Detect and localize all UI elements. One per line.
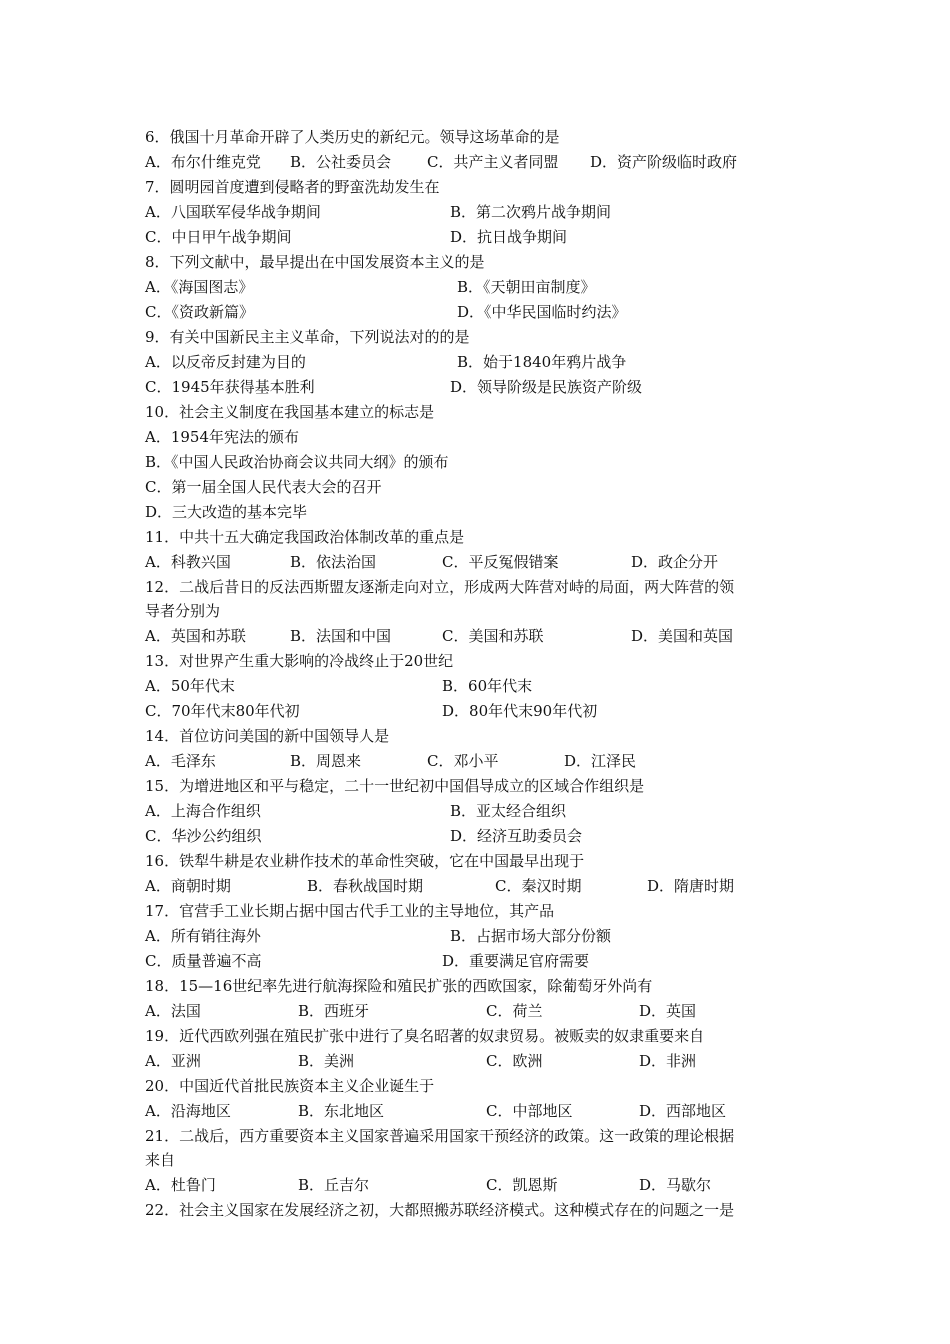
option-d: D．《中华民国临时约法》 — [457, 303, 627, 321]
option-a: A．《海国图志》 — [145, 278, 254, 296]
option-c: C．中部地区 — [486, 1102, 573, 1120]
option-b: B．春秋战国时期 — [307, 877, 424, 895]
option-a: A．毛泽东 — [145, 752, 216, 770]
question-10-stem: 10．社会主义制度在我国基本建立的标志是 — [145, 403, 435, 421]
question-17-stem: 17．官营手工业长期占据中国古代手工业的主导地位，其产品 — [145, 902, 555, 920]
option-a: A．八国联军侵华战争期间 — [145, 203, 321, 221]
question-21-stem: 21．二战后，西方重要资本主义国家普遍采用国家干预经济的政策。这一政策的理论根据 — [145, 1127, 735, 1145]
question-14-stem: 14．首位访问美国的新中国领导人是 — [145, 727, 390, 745]
option-a: A．杜鲁门 — [145, 1176, 216, 1194]
option-d: D．西部地区 — [639, 1102, 727, 1120]
option-b: B．周恩来 — [290, 752, 362, 770]
question-18-stem: 18．15—16世纪率先进行航海探险和殖民扩张的西欧国家，除葡萄牙外尚有 — [145, 977, 653, 995]
option-a: A．所有销往海外 — [145, 927, 261, 945]
option-b: B．公社委员会 — [290, 153, 392, 171]
option-a: A．布尔什维克党 — [145, 153, 261, 171]
option-d: D．资产阶级临时政府 — [590, 153, 738, 171]
option-a: A．沿海地区 — [145, 1102, 231, 1120]
option-b: B．依法治国 — [290, 553, 377, 571]
option-c: C．美国和苏联 — [442, 627, 544, 645]
option-b: B．法国和中国 — [290, 627, 392, 645]
question-22-stem: 22．社会主义国家在发展经济之初，大都照搬苏联经济模式。这种模式存在的问题之一是 — [145, 1201, 735, 1219]
option-c: C．《资政新篇》 — [145, 303, 254, 321]
question-16-stem: 16．铁犁牛耕是农业耕作技术的革命性突破，它在中国最早出现于 — [145, 852, 585, 870]
option-c: C．邓小平 — [427, 752, 499, 770]
option-d: D．领导阶级是民族资产阶级 — [450, 378, 643, 396]
option-b: B．《中国人民政治协商会议共同大纲》的颁布 — [145, 453, 449, 471]
option-a: A．法国 — [145, 1002, 201, 1020]
question-6-stem: 6．俄国十月革命开辟了人类历史的新纪元。领导这场革命的是 — [145, 128, 560, 146]
option-b: B．60年代末 — [442, 677, 533, 695]
question-13-stem: 13．对世界产生重大影响的冷战终止于20世纪 — [145, 652, 454, 670]
option-a: A．商朝时期 — [145, 877, 231, 895]
option-d: D．经济互助委员会 — [450, 827, 583, 845]
option-b: B．《天朝田亩制度》 — [457, 278, 596, 296]
option-b: B．东北地区 — [298, 1102, 385, 1120]
option-a: A．以反帝反封建为目的 — [145, 353, 306, 371]
question-12-stem-cont: 导者分别为 — [145, 602, 221, 620]
option-c: C．中日甲午战争期间 — [145, 228, 292, 246]
option-c: C．共产主义者同盟 — [427, 153, 559, 171]
option-d: D．美国和英国 — [631, 627, 734, 645]
option-d: D．80年代末90年代初 — [442, 702, 598, 720]
option-c: C．荷兰 — [486, 1002, 543, 1020]
option-a: A．科教兴国 — [145, 553, 231, 571]
option-a: A．亚洲 — [145, 1052, 201, 1070]
option-b: B．亚太经合组织 — [450, 802, 567, 820]
question-8-stem: 8．下列文献中，最早提出在中国发展资本主义的是 — [145, 253, 485, 271]
option-c: C．平反冤假错案 — [442, 553, 559, 571]
question-9-stem: 9．有关中国新民主主义革命，下列说法对的的是 — [145, 328, 470, 346]
option-c: C．凯恩斯 — [486, 1176, 558, 1194]
option-b: B．美洲 — [298, 1052, 355, 1070]
question-12-stem: 12．二战后昔日的反法西斯盟友逐渐走向对立，形成两大阵营对峙的局面，两大阵营的领 — [145, 578, 735, 596]
option-b: B．第二次鸦片战争期间 — [450, 203, 612, 221]
option-c: C．华沙公约组织 — [145, 827, 262, 845]
option-d: D．重要满足官府需要 — [442, 952, 590, 970]
option-b: B．始于1840年鸦片战争 — [457, 353, 627, 371]
option-d: D．抗日战争期间 — [450, 228, 568, 246]
question-20-stem: 20．中国近代首批民族资本主义企业诞生于 — [145, 1077, 435, 1095]
question-21-stem-cont: 来自 — [145, 1151, 176, 1169]
option-d: D．马歇尔 — [639, 1176, 712, 1194]
option-d: D．英国 — [639, 1002, 697, 1020]
option-c: C．1945年获得基本胜利 — [145, 378, 315, 396]
option-d: D．隋唐时期 — [647, 877, 735, 895]
option-a: A．上海合作组织 — [145, 802, 261, 820]
option-d: D．非洲 — [639, 1052, 697, 1070]
option-c: C．欧洲 — [486, 1052, 543, 1070]
option-b: B．西班牙 — [298, 1002, 370, 1020]
option-c: C．第一届全国人民代表大会的召开 — [145, 478, 382, 496]
option-d: D．江泽民 — [564, 752, 637, 770]
option-a: A．1954年宪法的颁布 — [145, 428, 300, 446]
option-c: C．70年代末80年代初 — [145, 702, 300, 720]
option-c: C．质量普遍不高 — [145, 952, 262, 970]
question-11-stem: 11．中共十五大确定我国政治体制改革的重点是 — [145, 528, 465, 546]
option-c: C．秦汉时期 — [495, 877, 582, 895]
option-b: B．丘吉尔 — [298, 1176, 370, 1194]
question-19-stem: 19．近代西欧列强在殖民扩张中进行了臭名昭著的奴隶贸易。被贩卖的奴隶重要来自 — [145, 1027, 705, 1045]
option-b: B．占据市场大部分份额 — [450, 927, 612, 945]
option-d: D．三大改造的基本完毕 — [145, 503, 308, 521]
option-a: A．50年代末 — [145, 677, 235, 695]
option-a: A．英国和苏联 — [145, 627, 246, 645]
question-7-stem: 7．圆明园首度遭到侵略者的野蛮洗劫发生在 — [145, 178, 440, 196]
question-15-stem: 15．为增进地区和平与稳定，二十一世纪初中国倡导成立的区域合作组织是 — [145, 777, 645, 795]
option-d: D．政企分开 — [631, 553, 719, 571]
